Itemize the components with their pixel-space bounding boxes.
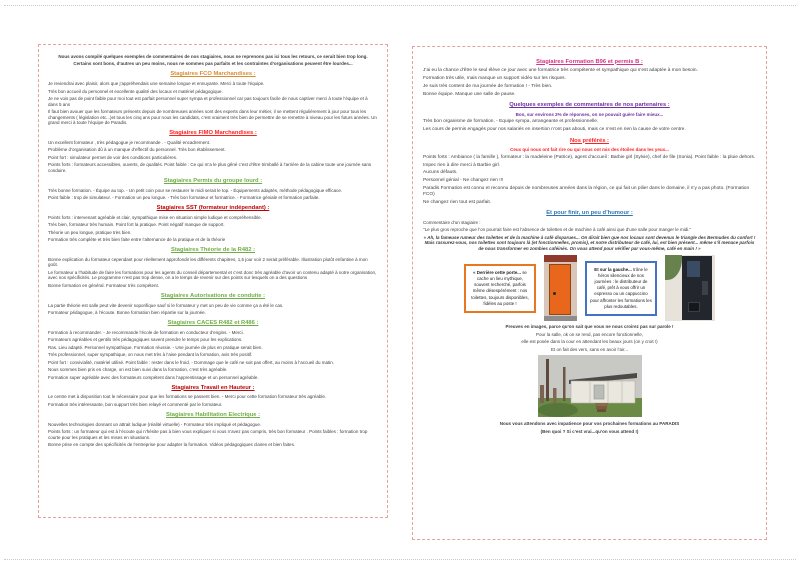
plant-shape — [665, 255, 682, 280]
comment-line: Très bonne formation. - Équipe au top. - Un petit coin pour se restaurer le midi serait le top. - Équipements adaptés, méthode pédagogique efficace. — [48, 187, 343, 193]
comment-line: Points forts : intervenant agréable et clair, sympathique mise en situation simple ludique et compréhensible. — [48, 214, 262, 220]
section-heading: Stagiaires CACES R482 et R486 : — [167, 320, 259, 327]
comment-line: Formation très utile, mais manque un support vidéo sur les risques. — [423, 76, 566, 82]
comment-line: Personnel génial - Ne changez rien !!! — [423, 178, 504, 184]
comment-line: Ne changez rien tout est parfait. — [423, 199, 491, 205]
comment-line: Paradis Formation est connu et reconnu depuis de nombreuses années dans la région, ce qui fait un pilier dans le domaine, il n’y a pas photo. (Formation FCO) — [423, 186, 750, 197]
section-heading: Stagiaires Théorie de la R482 : — [170, 247, 256, 254]
coffee-machine-photo — [665, 255, 715, 321]
comment-line: Formateur pédagogue, à l’écoute. Bonne formation bien répartie sur la journée. — [48, 310, 206, 316]
section-subtitle: Ceux qui nous ont fait rire ou qui nous ont mis des étoiles dans les yeux... — [510, 147, 669, 153]
section-heading: Nos préférés : — [570, 137, 609, 144]
coffee-caption-lead: Et sur la gauche... — [594, 266, 634, 272]
humor-student-quote: "Le plus gros reproche que l’on pourrait faire est l’absence de toilettes et de machine à café ainsi que d’une salle pour manger le midi." — [423, 227, 692, 233]
section-heading: Stagiaires FIMO Marchandises : — [169, 130, 257, 137]
section-heading: Stagiaires FCO Marchandises : — [170, 71, 256, 78]
comment-line: Formateurs agréables et gentils très pédagogiques savent prendre le temps pour les explications. — [48, 337, 243, 343]
section-heading: Stagiaires Formation B96 et permis B : — [536, 58, 643, 65]
comment-line: Point fort : convivialité, matériel utilisé. Point faible : rester dans le froid. - Dommage que le café ne soit pas offert, au moins à l’accueil du matin. — [48, 359, 335, 365]
comment-line: La partie théorie est salle peut vite devenir soporifique sauf si le formateur y met un peu de vie comme ça a été le cas. — [48, 302, 284, 308]
comment-line: Le centre met à disposition tout le nécessaire pour que les formations se passent bien. - Merci pour cette formation formateur très agréable. — [48, 394, 327, 400]
machine-screen — [687, 261, 700, 277]
comment-line: Formation à recommander. - Je recommande l’école de formation en conducteur d’engins. - Merci. — [48, 329, 244, 335]
section-heading: Stagiaires Permis du groupe lourd : — [163, 177, 263, 184]
comment-line: Bonne formation en général. Formateur très compétent. — [48, 282, 160, 288]
intro-line-2: Certains sont bons, d’autres un peu moins, nous ne sommes pas parfaits et les contraintes d’organisations peuvent être lourdes... — [73, 61, 353, 67]
page-1-sections — [48, 71, 378, 447]
comment-line: Aucuns défauts. — [423, 170, 458, 176]
comment-line: Il faut bien avouer que les formateurs présents depuis de nombreuses années sont des experts dans leur métier, il se mettent régulièrement à jour pour tous les changements ( législation etc...)et tous les cinq ans pour nous les candidats, c’est vraiment très bien de permettre de se remettre à niveau pour les futurs années. Un grand merci à toute l’équipe de Paradis. — [48, 109, 377, 126]
toilet-door-caption-lead: « Derrière cette porte... — [473, 269, 523, 275]
comment-line: Points forts : Ambiance ( la famille ), formateur : la madeleine (Patrice), agent d’accueil : Barbie girl (Sylvie), chef de file (Sonia). Point faible : la pluie dehors. — [423, 154, 756, 160]
comment-line: Problème d’organisation dû à un manque d’effectif du personnel. Très bon établissement. — [48, 147, 226, 153]
page-2-sections — [423, 59, 756, 218]
comment-line: Points forts : formateurs accessibles, ouverts, de qualités. Point faible : Ce qui m’a le plus gêné c’est d’être trimballé à l’arrière de la cabine toute une journée sans conduire. — [48, 162, 372, 173]
page-cut-mark-top — [4, 5, 796, 6]
comment-line: Je reviendrai avec plaisir, alors que j’appréhendais une semaine longue et ennuyante. Merci à toute l’équipe. — [48, 81, 265, 87]
comment-line: Impec rien à dire merci à Barbie girl. — [423, 162, 501, 168]
section-heading: Stagiaires Habilitation Electrique : — [165, 411, 261, 418]
proof-line: Preuves en images, parce qu’on sait que vous ne nous croirez pas sur parole ! — [505, 324, 674, 330]
door-floor — [544, 316, 577, 321]
humor-block — [423, 220, 756, 417]
footer-joke: (Ben quoi ? Si c’est vrai...qu’on vous attend !) — [540, 428, 639, 434]
section-subtitle: Bon, sur environs 2% de réponses, on ne pouvait guère faire mieux... — [515, 111, 664, 117]
toilet-door-caption-box — [464, 264, 536, 313]
comment-line: Très bien, formateur très humain. Point fort la pratique. Point négatif manque de support. — [48, 222, 225, 228]
room-line-2: elle est posée dans la cour en attendant les beaux jours (on y croit !) — [521, 339, 658, 345]
comment-line: Je ne vois pas de point faible pour moi tout est parfait personnel super sympa et professionnel car pas toujours facile de nous captiver merci à toute l’équipe et à dans 5 ans — [48, 96, 368, 107]
comment-line: Bonne équipe. Manque une salle de pause. — [423, 91, 516, 97]
humor-comment-label: Commentaire d’un stagiaire : — [423, 219, 481, 225]
machine-dispenser — [688, 302, 700, 312]
orange-door — [549, 264, 571, 315]
intro-line-1: Nous avons compilé quelques exemples de commentaires de nos stagiaires, nous ne reprenons pas ici tous les retours, ce serait bien trop long. — [58, 54, 368, 59]
comment-line: Ras. Lieu adapté. Personnel sympathique. Formation réussie. - Une journée de plus en pratique serait bien. — [48, 344, 263, 350]
machine-keypad — [702, 281, 708, 295]
coffee-caption-text: trône le héros silencieux de nos journées : le distributeur de café, prêt à vous offrir un expresso ou un cappuccino pour affronter les formations les plus redoutables. — [590, 266, 652, 309]
comment-line: Bonne prise en compte des spécificités de l’entreprise pour adapter la formation. Vidéos pédagogiques claires et bien faites. — [48, 442, 296, 448]
comment-line: Formation super agréable avec des formateurs compétent dans l’apprentissage et un personnel agréable. — [48, 374, 259, 380]
comment-line: Nouvelles technologies donnant un attrait ludique (réalité virtuelle) - Formateur très impliqué et pédagogue. — [48, 421, 262, 427]
comment-line: Bonne explication du formateur cependant pour réellement approfondir les différents chapitres, 1,5 jour voir 2 serait préférable. Illustration plutôt enfantine à mon goût. — [48, 256, 368, 268]
comment-line: J’ai eu la chance d’être le seul élève ce jour avec une formatrice très compétente et sympathique qui s’est adaptée à mon besoin. — [423, 68, 698, 74]
comment-line: Les cours de permis engagés pour nos salariés en insertion n’ont pas abouti, mais ce n’est en rien la cause de votre centre. — [423, 127, 686, 133]
comment-line: Point faible : trop de simulateur. - Formation un peu longue. - Très bon formateur et formatrice. - Formatrice géniale et formation parfaite. — [48, 195, 320, 201]
room-line-3: Et on fait des vers, sans en avoir l’air... — [550, 346, 629, 352]
page-cut-mark-bottom — [4, 559, 796, 560]
comment-line: Nous sommes bien pris en charge, on est bien suivi dans la formation, c’est très agréable. — [48, 367, 228, 373]
humor-center-reply: « Ah, la fameuse rumeur des toilettes et de la machine à café disparues... On dirait bien que nos locaux sont devenus le triangle des Bermudes du confort ! Mais rassurez-vous, nos toilettes sont toujours là (et fonctionnelles, promis), et notre distributeur de café, lui, est bien présent... même s’il menace parfois de nous transformer en zombies caféinés. On vous attend pour vérifier par vous-même, café en main ! » — [423, 234, 756, 251]
section-heading: Quelques exemples de commentaires de nos partenaires : — [509, 102, 670, 109]
comment-line: Points forts : un formateur qui est à l’écoute qui n’hésite pas à bien vous expliquer si vous n’avez pas compris, très bon formateur . Points faibles : formation trop courte pour les pratiques et les mises en situations. — [48, 429, 368, 440]
toilet-door-photo — [544, 255, 577, 321]
comment-line: Théorie un peu longue, pratique très bien. — [48, 229, 132, 235]
door-sign-strip — [544, 255, 577, 262]
comment-line: Très bon accueil du personnel et excellente qualité des locaux et matériel pédagogique. — [48, 88, 223, 94]
vending-machine-body — [682, 256, 712, 320]
comment-line: Formation très complète et très bien faite entre l’alternance de la pratique et de la théorie — [48, 237, 226, 243]
section-heading: Et pour finir, un peu d’humour : — [546, 210, 633, 217]
comment-line: Formation très intéressante, bon support très bien relayé et commenté par le formateur. — [48, 401, 223, 407]
shed-illustration — [538, 355, 642, 417]
comment-line: Je suis très content de ma journée de formation ! - Très bien. — [423, 83, 553, 89]
comment-line: Très professionnel, super sympathique, on nous met très à l’aise pendant la formation, avis très positif. — [48, 352, 253, 358]
comment-line: Point fort : simulateur permet de voir des conditions particulières. — [48, 154, 178, 160]
section-heading: Stagiaires SST (formateur indépendant) : — [156, 205, 270, 211]
section-heading: Stagiaires Autorisations de conduite : — [160, 292, 266, 299]
room-line-1: Pour la salle, ok on se rend, pas encore fonctionnelle, — [535, 331, 644, 337]
toilet-door-caption-text: se cache un lieu mythique, souvent recherché, parfois même désespérément : nos toilettes, toujours disponibles, fidèles au poste ! — [471, 269, 529, 306]
footer-invitation: Nous vous attendons avec impatience pour vos prochaines formations au PARADIS — [499, 421, 680, 427]
section-heading: Stagiaires Travail en Hauteur : — [171, 384, 255, 391]
photos-row — [423, 255, 756, 321]
coffee-machine-caption-box — [585, 261, 657, 316]
comment-line: Très bon organisme de formation. - Equipe sympa, arrangeante et professionnelle. — [423, 119, 599, 125]
portable-room-photo — [423, 355, 756, 417]
page-2 — [412, 46, 767, 540]
comment-line: Le formateur a l’habitude de faire les formations pour les agents du conseil départemental et c’est donc très agréable d’avoir un contenu adapté à notre organisation, avec nos spécificités. Le programme n’est pas trop dense, on a le temps de revenir sur des points sur lesquels on a des questions — [48, 269, 377, 281]
page-1 — [38, 44, 388, 518]
comment-line: Un excellent formateur , très pédagogue je recommande . - Qualité encadrement. — [48, 139, 211, 145]
